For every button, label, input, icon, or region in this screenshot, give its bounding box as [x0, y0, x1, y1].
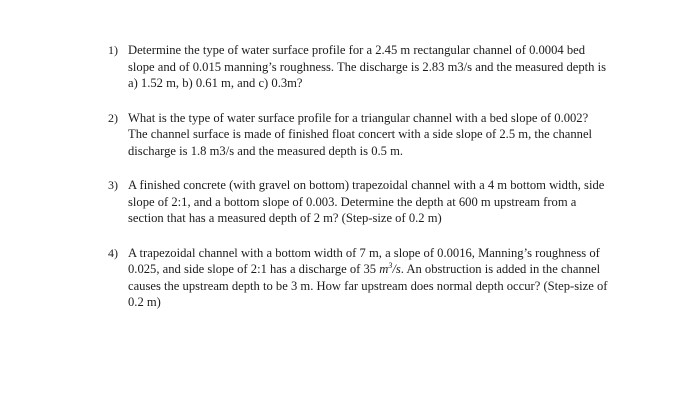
- question-text: A finished concrete (with gravel on bottom) trapezoidal channel with a 4 m bottom width, side slope of 2:1, and a bottom slope of 0.003. Determine the depth at 600 m upstream from a section that has a measured depth of 2 m? (Step-size of 0.2 m): [128, 178, 605, 225]
- question-list: [108, 42, 608, 329]
- question-3: [108, 177, 608, 227]
- unit-rest: /s: [392, 262, 401, 276]
- question-text: What is the type of water surface profile for a triangular channel with a bed slope of 0.002? The channel surface is made of finished float concert with a side slope of 2.5 m, the channel discharge is 1.8 m3/s and the measured depth is 0.5 m.: [128, 110, 593, 158]
- question-text: Determine the type of water surface profile for a 2.45 m rectangular channel of 0.0004 bed slope and of 0.015 manning’s roughness. The discharge is 2.83 m3/s and the measured depth is a) 1.52 m, b) 0.61 m, and c) 0.3m?: [128, 43, 607, 90]
- discharge-unit: [379, 262, 401, 276]
- question-1: [108, 42, 608, 92]
- question-number: 2): [108, 110, 118, 125]
- question-4: [108, 245, 608, 311]
- question-text-part: . An obstruction is added in the channel causes the upstream depth to be 3 m. How far upstream does normal depth occur? (Step-size of 0.2 m): [128, 262, 608, 309]
- unit-exponent: 3: [388, 260, 393, 270]
- question-2: [108, 110, 608, 160]
- question-number: 3): [108, 178, 118, 192]
- question-number: 4): [108, 245, 118, 260]
- question-number: 1): [108, 43, 118, 57]
- question-text-part: A trapezoidal channel with a bottom width of 7 m, a slope of 0.0016, Manning’s roughness of 0.025, and side slope of 2:1 has a discharge of 35: [128, 245, 600, 276]
- unit-base: m: [379, 262, 389, 276]
- question-text: [128, 245, 608, 311]
